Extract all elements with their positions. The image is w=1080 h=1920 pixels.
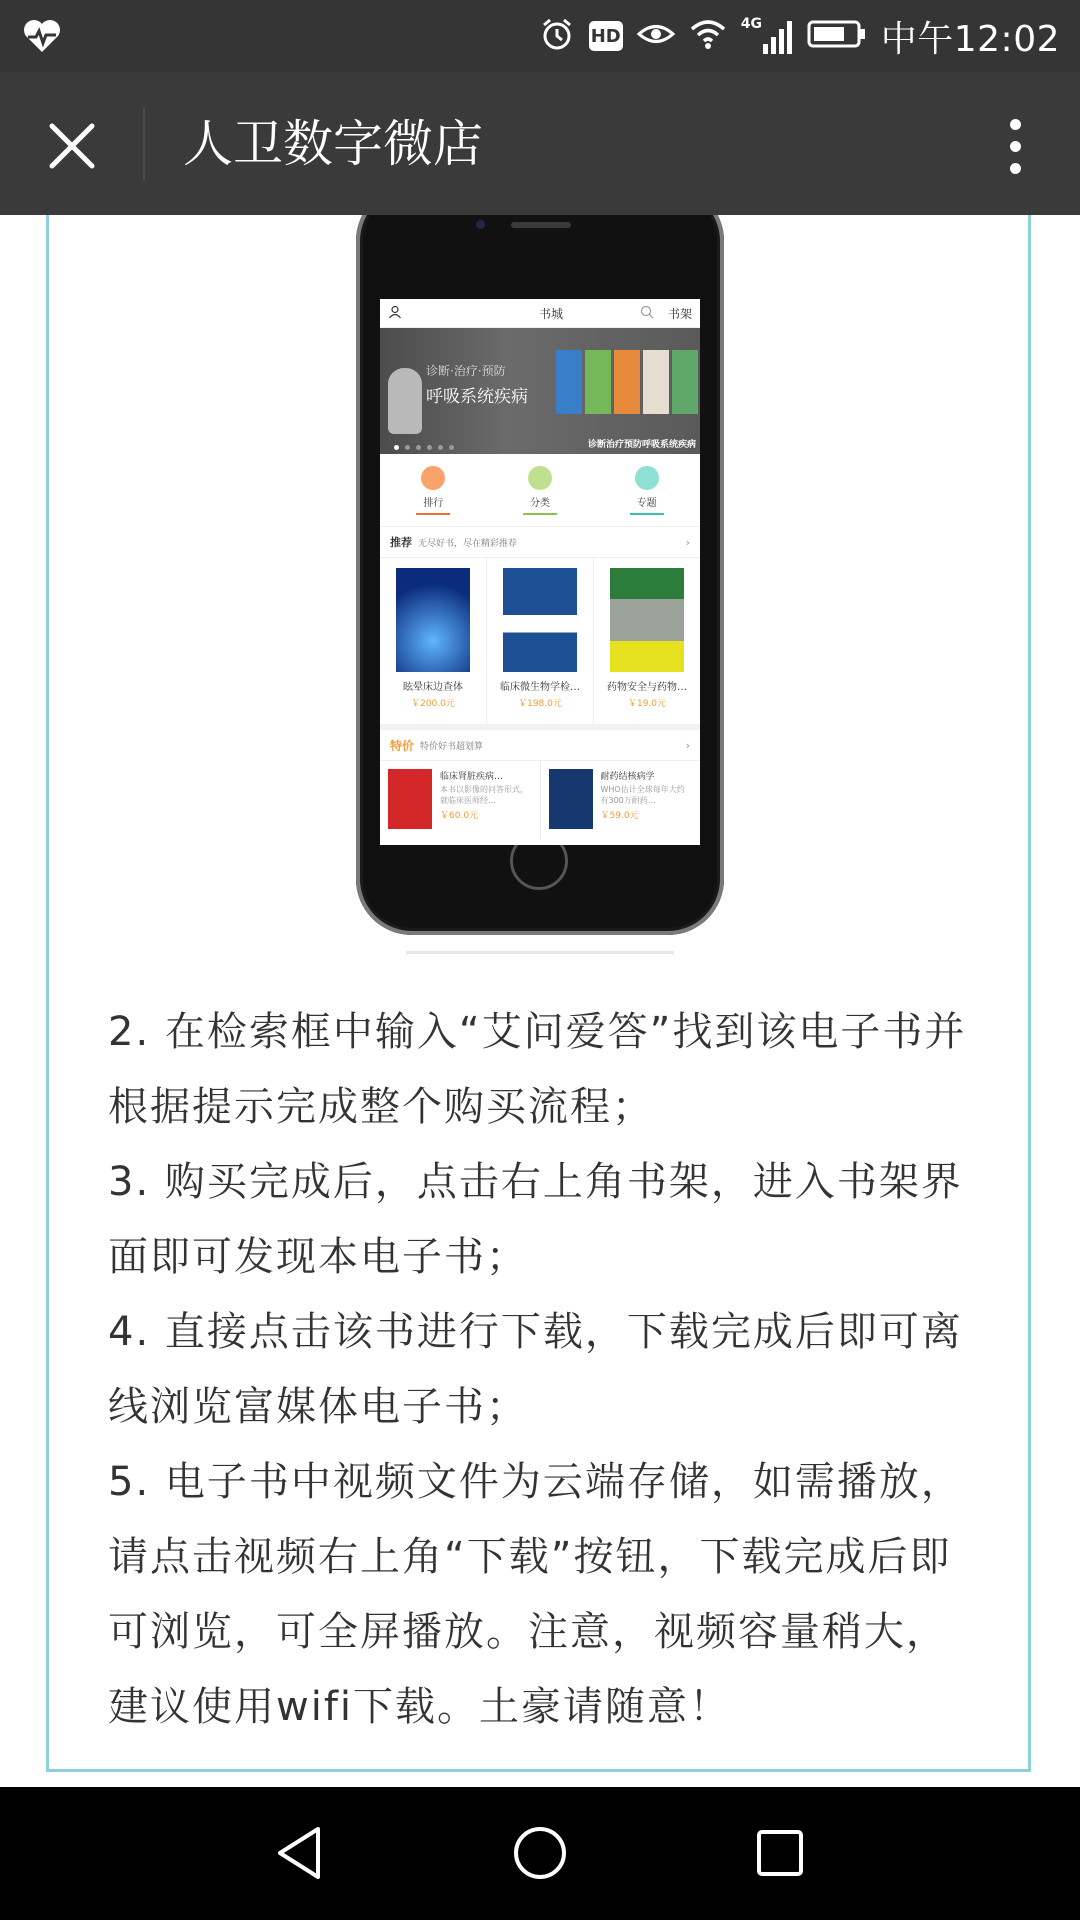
sale-header: 特价 特价好书超划算 › bbox=[380, 730, 700, 761]
phone-screen bbox=[380, 299, 700, 845]
book-cover bbox=[396, 568, 470, 672]
user-icon bbox=[388, 305, 402, 322]
more-vertical-icon bbox=[1010, 119, 1021, 130]
status-bar bbox=[0, 0, 1080, 72]
chevron-right-icon: › bbox=[685, 535, 690, 549]
instruction-step-4: 4. 直接点击该书进行下载，下载完成后即可离线浏览富媒体电子书； bbox=[108, 1309, 963, 1430]
more-button[interactable] bbox=[980, 102, 1050, 190]
alien-figure bbox=[388, 368, 422, 434]
screen-header bbox=[380, 299, 700, 328]
sale-item: 临床肾脏疾病… 本书以影像的问答形式，就临床医师经… ￥60.0元 bbox=[380, 761, 541, 841]
close-icon bbox=[46, 120, 98, 172]
screen-banner bbox=[380, 328, 700, 454]
eye-icon bbox=[637, 19, 675, 53]
title-divider bbox=[143, 108, 145, 180]
phone-mockup-image bbox=[356, 215, 724, 935]
book-cover bbox=[610, 568, 684, 672]
page-title: 人卫数字微店 bbox=[183, 115, 483, 173]
alarm-icon bbox=[539, 16, 575, 56]
bulb-icon bbox=[635, 466, 659, 490]
sale-item: 耐药结核病学 WHO估计全球每年大约有300万耐药… ￥59.0元 bbox=[541, 761, 701, 841]
bookshelf-label: 书架 bbox=[667, 306, 692, 321]
sale-books bbox=[380, 761, 700, 841]
title-bar bbox=[0, 72, 1080, 215]
camera-dot bbox=[476, 220, 485, 229]
wifi-icon bbox=[689, 18, 727, 54]
close-button[interactable] bbox=[28, 102, 116, 190]
banner-books bbox=[556, 350, 698, 414]
carousel-dots bbox=[394, 445, 454, 450]
hd-icon: HD bbox=[589, 21, 623, 51]
signal-icon: 4G bbox=[741, 16, 793, 56]
search-icon bbox=[640, 305, 654, 322]
category-icon bbox=[528, 466, 552, 490]
medal-icon bbox=[421, 466, 445, 490]
banner-subtitle: 诊断·治疗·预防 bbox=[426, 364, 506, 378]
home-button[interactable] bbox=[500, 1813, 580, 1893]
nav-topic: 专题 bbox=[630, 466, 664, 515]
recents-icon bbox=[755, 1828, 805, 1878]
instructions-text bbox=[108, 995, 988, 1745]
book-item: 药物安全与药物… ￥19.0元 bbox=[594, 558, 700, 724]
article-content[interactable] bbox=[0, 215, 1080, 1787]
screen-nav bbox=[380, 454, 700, 527]
instruction-step-5: 5. 电子书中视频文件为云端存储，如需播放，请点击视频右上角“下载”按钮，下载完成后即可浏览，可全屏播放。注意，视频容量稍大，建议使用wifi下载。土豪请随意！ bbox=[108, 1459, 963, 1730]
health-heart-icon bbox=[20, 14, 64, 58]
book-cover bbox=[388, 769, 432, 829]
book-item: 临床微生物学检… ￥198.0元 bbox=[487, 558, 594, 724]
home-icon bbox=[512, 1825, 568, 1881]
recommend-header: 推荐 无尽好书，尽在精彩推荐 › bbox=[380, 527, 700, 558]
nav-category: 分类 bbox=[523, 466, 557, 515]
instruction-step-2: 2. 在检索框中输入“艾问爱答”找到该电子书并根据提示完成整个购买流程； bbox=[108, 1009, 967, 1130]
recommend-books bbox=[380, 558, 700, 730]
recents-button[interactable] bbox=[740, 1813, 820, 1893]
status-time: 中午12:02 bbox=[880, 18, 1060, 60]
book-cover bbox=[503, 568, 577, 672]
chevron-right-icon: › bbox=[685, 738, 690, 752]
speaker-grille bbox=[511, 222, 571, 228]
screen-title: 书城 bbox=[538, 306, 563, 321]
book-item: 眩晕床边查体 ￥200.0元 bbox=[380, 558, 487, 724]
nav-ranking: 排行 bbox=[416, 466, 450, 515]
back-button[interactable] bbox=[260, 1813, 340, 1893]
banner-title: 呼吸系统疾病 bbox=[426, 387, 528, 407]
system-nav-bar bbox=[0, 1787, 1080, 1920]
battery-icon bbox=[807, 18, 867, 54]
banner-footer: 诊断治疗预防呼吸系统疾病 bbox=[587, 440, 696, 450]
instruction-step-3: 3. 购买完成后，点击右上角书架，进入书架界面即可发现本电子书； bbox=[108, 1159, 963, 1280]
back-icon bbox=[274, 1825, 326, 1881]
book-cover bbox=[549, 769, 593, 829]
